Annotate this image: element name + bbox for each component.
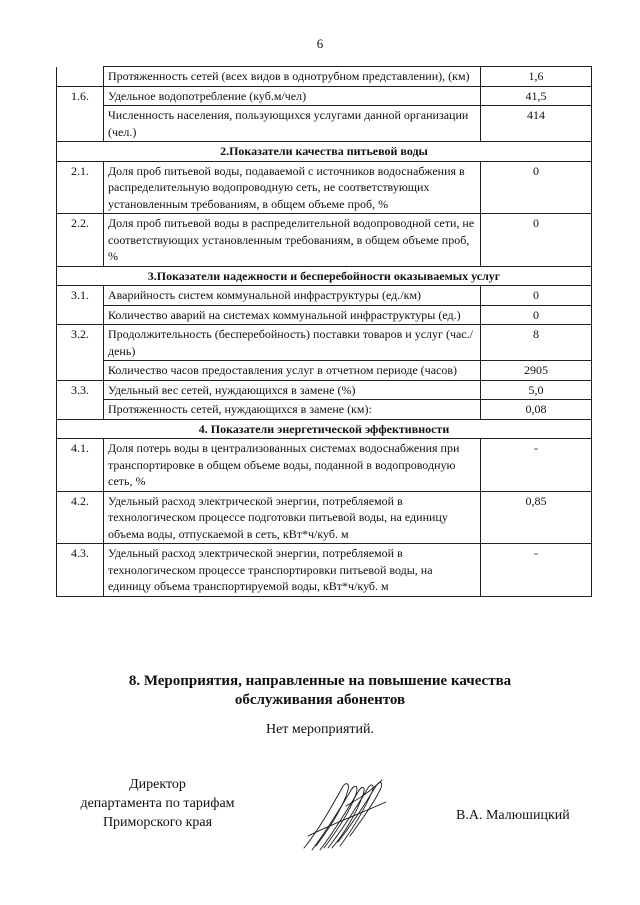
section-title: 2.Показатели качества питьевой воды xyxy=(57,142,592,162)
row-number xyxy=(57,361,104,381)
indicator-name: Удельное водопотребление (куб.м/чел) xyxy=(104,86,481,106)
indicator-value: 41,5 xyxy=(481,86,592,106)
indicator-value: 414 xyxy=(481,106,592,142)
indicator-name: Количество часов предоставления услуг в отчетном периоде (часов) xyxy=(104,361,481,381)
table-row xyxy=(57,286,592,306)
row-number: 4.1. xyxy=(57,439,104,492)
table-row xyxy=(57,361,592,381)
row-number xyxy=(57,67,104,87)
indicator-name: Продолжительность (бесперебойность) поставки товаров и услуг (час./день) xyxy=(104,325,481,361)
row-number xyxy=(57,305,104,325)
table-row xyxy=(57,305,592,325)
indicator-value: 5,0 xyxy=(481,380,592,400)
row-number: 3.1. xyxy=(57,286,104,306)
handwritten-signature xyxy=(298,776,398,852)
table-row xyxy=(57,161,592,214)
indicator-value: - xyxy=(481,544,592,597)
section-8-heading xyxy=(0,672,640,710)
indicator-value: 1,6 xyxy=(481,67,592,87)
no-measures-text: Нет мероприятий. xyxy=(265,722,375,737)
indicator-name: Протяженность сетей, нуждающихся в замене (км): xyxy=(104,400,481,420)
row-number: 3.3. xyxy=(57,380,104,400)
table-row xyxy=(57,106,592,142)
row-number: 4.3. xyxy=(57,544,104,597)
table-row xyxy=(57,86,592,106)
indicator-value: 0 xyxy=(481,214,592,267)
indicator-value: 0,85 xyxy=(481,491,592,544)
indicator-name: Протяженность сетей (всех видов в однотрубном представлении), (км) xyxy=(104,67,481,87)
indicator-value: 2905 xyxy=(481,361,592,381)
signatory-title-line-1: Директор xyxy=(129,777,186,792)
table-row xyxy=(57,439,592,492)
page-number: 6 xyxy=(316,36,324,51)
indicator-name: Численность населения, пользующихся услугами данной организации (чел.) xyxy=(104,106,481,142)
row-number: 3.2. xyxy=(57,325,104,361)
row-number: 2.2. xyxy=(57,214,104,267)
indicators-table xyxy=(56,66,592,597)
indicator-name: Количество аварий на системах коммунальной инфраструктуры (ед.) xyxy=(104,305,481,325)
section-8-heading-line-2: обслуживания абонентов xyxy=(234,692,406,708)
signatory-title xyxy=(50,775,265,832)
indicator-value: 0 xyxy=(481,286,592,306)
section-header-row xyxy=(57,142,592,162)
indicator-name: Удельный вес сетей, нуждающихся в замене (%) xyxy=(104,380,481,400)
signatory-title-line-3: Приморского края xyxy=(102,815,213,830)
indicator-value: - xyxy=(481,439,592,492)
table-row xyxy=(57,491,592,544)
section-title: 3.Показатели надежности и бесперебойности оказываемых услуг xyxy=(57,266,592,286)
indicator-value: 8 xyxy=(481,325,592,361)
table-row xyxy=(57,544,592,597)
signatory-name: В.А. Малюшицкий xyxy=(456,808,570,823)
table-row xyxy=(57,67,592,87)
table-row xyxy=(57,214,592,267)
indicator-name: Доля потерь воды в централизованных системах водоснабжения при транспортировке в общем объеме воды, поданной в водопроводную сеть, % xyxy=(104,439,481,492)
indicator-name: Удельный расход электрической энергии, потребляемой в технологическом процессе транспортировки питьевой воды, на единицу объема транспортируемой воды, кВт*ч/куб. м xyxy=(104,544,481,597)
row-number: 4.2. xyxy=(57,491,104,544)
row-number: 1.6. xyxy=(57,86,104,106)
section-header-row xyxy=(57,266,592,286)
table-row xyxy=(57,325,592,361)
indicator-name: Доля проб питьевой воды, подаваемой с источников водоснабжения в распределительную водопроводную сеть, не соответствующих установленным требованиям, в общем объеме проб, % xyxy=(104,161,481,214)
table-row xyxy=(57,400,592,420)
section-title: 4. Показатели энергетической эффективности xyxy=(57,419,592,439)
indicator-name: Аварийность систем коммунальной инфраструктуры (ед./км) xyxy=(104,286,481,306)
indicator-value: 0,08 xyxy=(481,400,592,420)
indicator-name: Удельный расход электрической энергии, потребляемой в технологическом процессе подготовки питьевой воды, на единицу объема воды, отпускаемой в сеть, кВт*ч/куб. м xyxy=(104,491,481,544)
section-8-heading-line-1: 8. Мероприятия, направленные на повышение качества xyxy=(128,673,512,689)
indicator-name: Доля проб питьевой воды в распределительной водопроводной сети, не соответствующих установленным требованиям, в общем объеме проб, % xyxy=(104,214,481,267)
indicators-table-body xyxy=(57,67,592,597)
signatory-title-line-2: департамента по тарифам xyxy=(80,796,235,811)
table-row xyxy=(57,380,592,400)
indicator-value: 0 xyxy=(481,161,592,214)
row-number: 2.1. xyxy=(57,161,104,214)
section-header-row xyxy=(57,419,592,439)
row-number xyxy=(57,106,104,142)
row-number xyxy=(57,400,104,420)
indicator-value: 0 xyxy=(481,305,592,325)
